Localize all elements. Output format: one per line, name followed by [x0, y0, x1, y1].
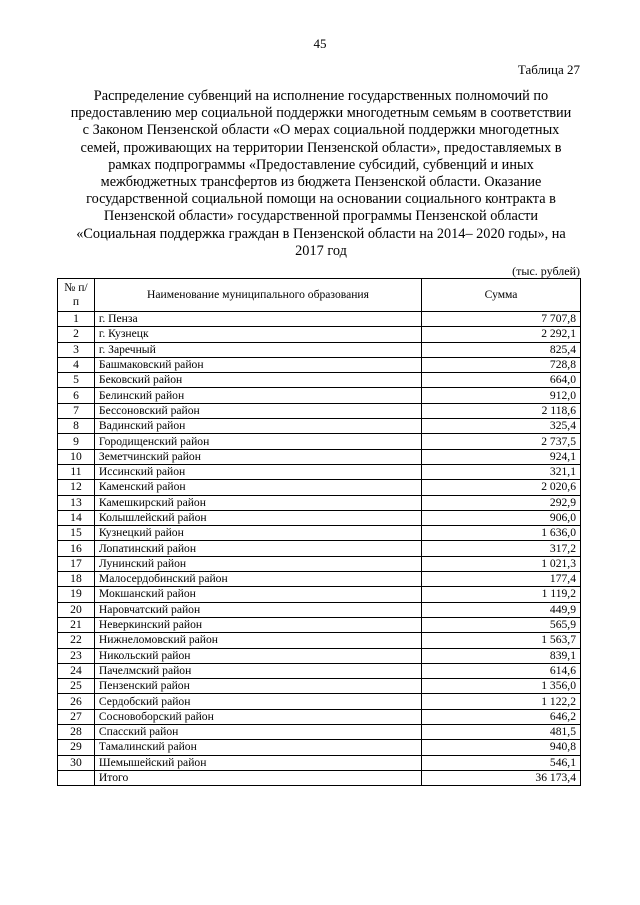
row-municipality: Белинский район [94, 388, 421, 403]
row-sum: 546,1 [422, 755, 581, 770]
row-municipality: Сосновоборский район [94, 709, 421, 724]
row-municipality: Камешкирский район [94, 495, 421, 510]
row-municipality: Каменский район [94, 480, 421, 495]
row-number: 10 [58, 449, 95, 464]
table-row [58, 602, 581, 617]
table-row [58, 480, 581, 495]
row-sum: 924,1 [422, 449, 581, 464]
row-sum: 614,6 [422, 663, 581, 678]
table-row [58, 541, 581, 556]
row-number: 1 [58, 312, 95, 327]
row-municipality: Городищенский район [94, 434, 421, 449]
table-row [58, 495, 581, 510]
total-row [58, 770, 581, 785]
row-municipality: Башмаковский район [94, 357, 421, 372]
row-sum: 317,2 [422, 541, 581, 556]
row-municipality: Кузнецкий район [94, 526, 421, 541]
row-number: 24 [58, 663, 95, 678]
row-number: 21 [58, 617, 95, 632]
table-row [58, 342, 581, 357]
row-number: 17 [58, 556, 95, 571]
row-number: 14 [58, 510, 95, 525]
table-row [58, 617, 581, 632]
row-number: 13 [58, 495, 95, 510]
row-sum: 565,9 [422, 617, 581, 632]
row-sum: 449,9 [422, 602, 581, 617]
row-municipality: Мокшанский район [94, 587, 421, 602]
table-row [58, 556, 581, 571]
row-number: 16 [58, 541, 95, 556]
row-sum: 177,4 [422, 572, 581, 587]
row-number: 26 [58, 694, 95, 709]
row-number: 2 [58, 327, 95, 342]
row-sum: 1 122,2 [422, 694, 581, 709]
table-label: Таблица 27 [517, 62, 580, 77]
row-sum: 2 292,1 [422, 327, 581, 342]
header-number-label: № п/п [64, 281, 88, 308]
row-municipality: Тамалинский район [94, 740, 421, 755]
table-row [58, 434, 581, 449]
row-municipality: Наровчатский район [94, 602, 421, 617]
row-municipality: Вадинский район [94, 419, 421, 434]
row-municipality: Колышлейский район [94, 510, 421, 525]
table-row [58, 327, 581, 342]
table-row [58, 663, 581, 678]
table-row [58, 510, 581, 525]
table-row [58, 648, 581, 663]
row-number: 28 [58, 725, 95, 740]
table-row [58, 709, 581, 724]
row-sum: 7 707,8 [422, 312, 581, 327]
row-municipality: г. Заречный [94, 342, 421, 357]
table-row [58, 633, 581, 648]
row-sum: 1 356,0 [422, 679, 581, 694]
table-row [58, 449, 581, 464]
row-municipality: Пачелмский район [94, 663, 421, 678]
page-number: 45 [313, 36, 327, 51]
table-row [58, 388, 581, 403]
row-sum: 481,5 [422, 725, 581, 740]
row-number: 9 [58, 434, 95, 449]
row-municipality: Нижнеломовский район [94, 633, 421, 648]
row-municipality: Иссинский район [94, 464, 421, 479]
row-number: 29 [58, 740, 95, 755]
table-row [58, 725, 581, 740]
row-municipality: г. Пенза [94, 312, 421, 327]
row-municipality: Пензенский район [94, 679, 421, 694]
row-number: 3 [58, 342, 95, 357]
row-municipality: Бековский район [94, 373, 421, 388]
row-municipality: Земетчинский район [94, 449, 421, 464]
row-number: 12 [58, 480, 95, 495]
row-sum: 825,4 [422, 342, 581, 357]
table-row [58, 694, 581, 709]
header-name: Наименование муниципального образования [94, 279, 421, 312]
row-sum: 728,8 [422, 357, 581, 372]
row-number: 27 [58, 709, 95, 724]
row-municipality: Неверкинский район [94, 617, 421, 632]
row-sum: 321,1 [422, 464, 581, 479]
row-number: 15 [58, 526, 95, 541]
row-number: 5 [58, 373, 95, 388]
row-sum: 2 020,6 [422, 480, 581, 495]
row-sum: 1 563,7 [422, 633, 581, 648]
document-title: Распределение субвенций на исполнение государственных полномочий по предоставлению мер социальной поддержки многодетным семьям в соответствии с Законом Пензенской области «О мерах социальной поддержки многодетных семей, проживающих на территории Пензенской области», предоставляемых в рамках подпрограммы «Предоставление субсидий, субвенций и иных межбюджетных трансфертов из бюджета Пензенской области. Оказание государственной социальной помощи на основании социального контракта в Пензенской области» государственной программы Пензенской области «Социальная поддержка граждан в Пензенской области на 2014– 2020 годы», на 2017 год [70, 88, 572, 259]
table-row [58, 419, 581, 434]
total-number [58, 770, 95, 785]
table-row [58, 740, 581, 755]
table-row [58, 572, 581, 587]
total-label: Итого [94, 770, 421, 785]
row-number: 11 [58, 464, 95, 479]
table-header-row [58, 279, 581, 312]
units-note: (тыс. рублей) [512, 264, 580, 278]
row-sum: 839,1 [422, 648, 581, 663]
row-number: 20 [58, 602, 95, 617]
table-row [58, 357, 581, 372]
row-number: 30 [58, 755, 95, 770]
row-number: 18 [58, 572, 95, 587]
row-municipality: Бессоновский район [94, 403, 421, 418]
row-municipality: Лопатинский район [94, 541, 421, 556]
row-municipality: Никольский район [94, 648, 421, 663]
row-municipality: Сердобский район [94, 694, 421, 709]
row-municipality: Шемышейский район [94, 755, 421, 770]
table-row [58, 755, 581, 770]
table-row [58, 373, 581, 388]
table-body [58, 312, 581, 786]
row-number: 23 [58, 648, 95, 663]
row-number: 6 [58, 388, 95, 403]
row-municipality: Лунинский район [94, 556, 421, 571]
table-row [58, 679, 581, 694]
row-number: 22 [58, 633, 95, 648]
row-number: 19 [58, 587, 95, 602]
row-sum: 1 119,2 [422, 587, 581, 602]
row-number: 25 [58, 679, 95, 694]
header-sum: Сумма [422, 279, 581, 312]
row-municipality: Малосердобинский район [94, 572, 421, 587]
table-row [58, 526, 581, 541]
row-sum: 2 737,5 [422, 434, 581, 449]
table-row [58, 587, 581, 602]
row-sum: 646,2 [422, 709, 581, 724]
row-number: 8 [58, 419, 95, 434]
row-number: 7 [58, 403, 95, 418]
row-sum: 664,0 [422, 373, 581, 388]
table-row [58, 312, 581, 327]
row-municipality: г. Кузнецк [94, 327, 421, 342]
row-sum: 1 636,0 [422, 526, 581, 541]
row-sum: 912,0 [422, 388, 581, 403]
row-sum: 906,0 [422, 510, 581, 525]
row-number: 4 [58, 357, 95, 372]
row-sum: 325,4 [422, 419, 581, 434]
row-sum: 1 021,3 [422, 556, 581, 571]
header-number [58, 279, 95, 312]
subvention-table [57, 278, 581, 786]
row-sum: 292,9 [422, 495, 581, 510]
row-municipality: Спасский район [94, 725, 421, 740]
table-row [58, 464, 581, 479]
row-sum: 2 118,6 [422, 403, 581, 418]
total-sum: 36 173,4 [422, 770, 581, 785]
table-row [58, 403, 581, 418]
row-sum: 940,8 [422, 740, 581, 755]
